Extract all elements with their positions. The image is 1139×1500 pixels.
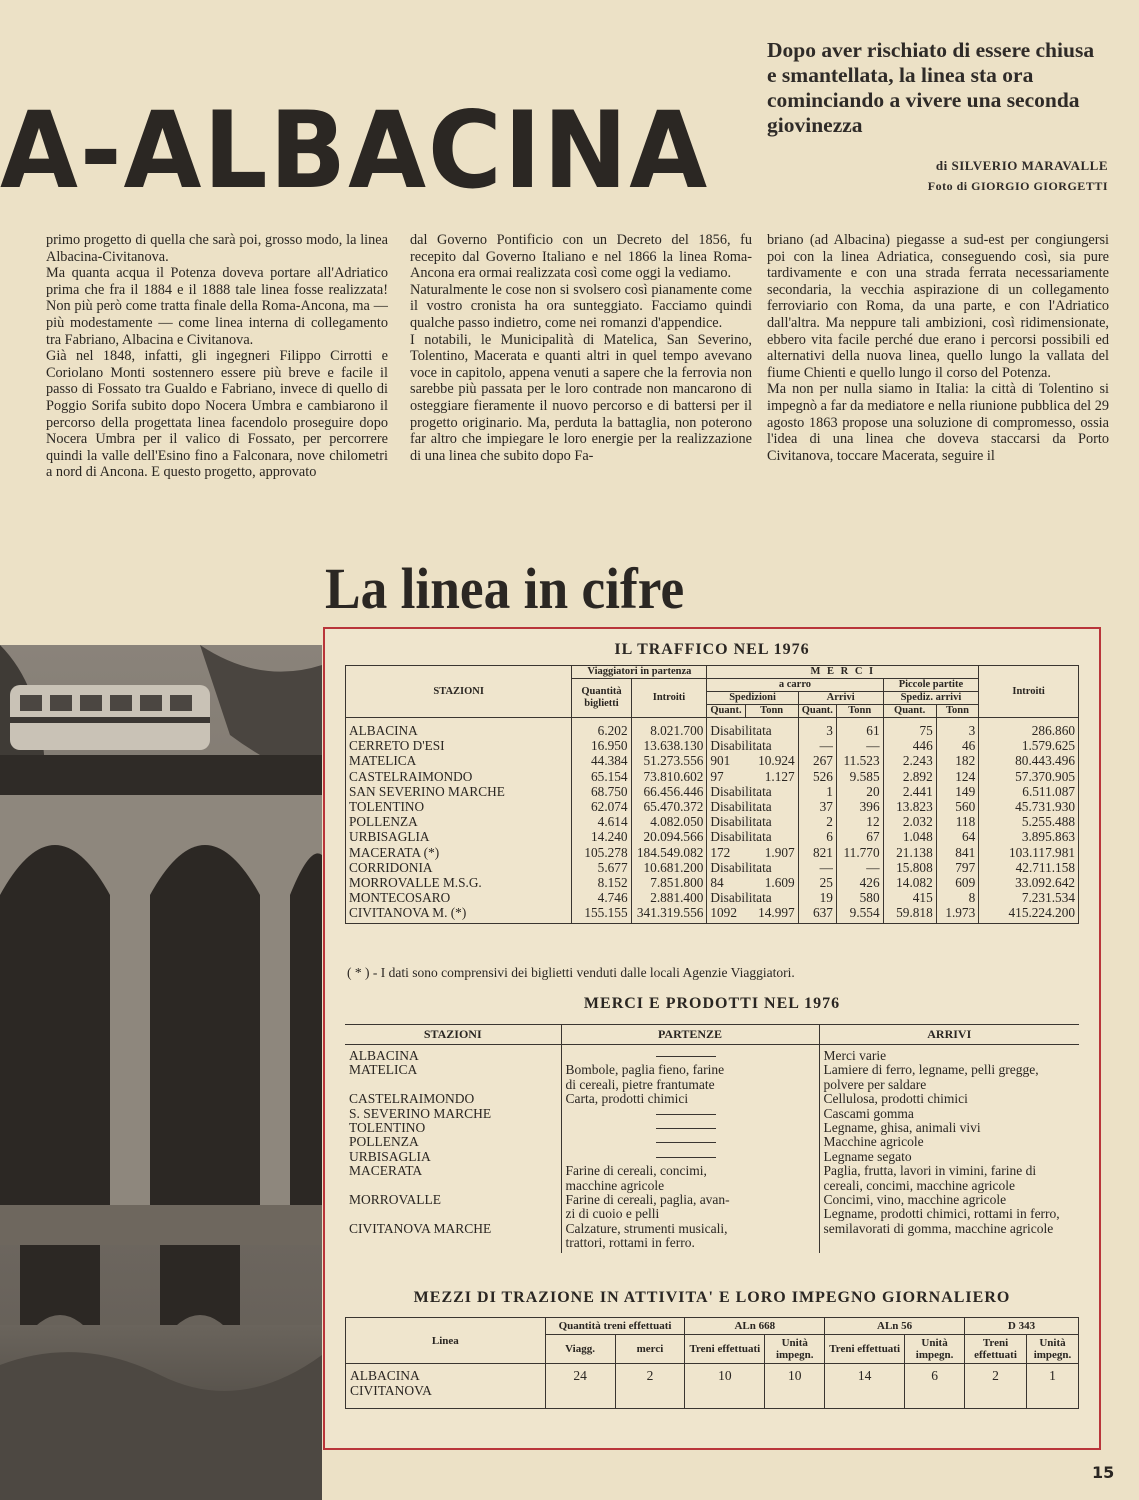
traffic-cell: 8.021.700 [631, 718, 707, 739]
article-column-2 [410, 232, 752, 550]
traffic-cell: 14.997 [745, 905, 798, 923]
traffic-cell: 65.470.372 [631, 799, 707, 814]
traffic-footnote: ( * ) - I dati sono comprensivi dei biglietti venduti dalle locali Agenzie Viaggiatori. [347, 965, 795, 980]
goods-arrivi-item: Cellulosa, prodotti chimici [823, 1091, 968, 1107]
traffic-cell: 2.032 [883, 814, 936, 829]
goods-partenze-item: macchine agricole [565, 1177, 665, 1193]
goods-partenze-item: Bombole, paglia fieno, farine [565, 1062, 725, 1078]
traffic-cell: 341.319.556 [631, 905, 707, 923]
article-column-3 [767, 232, 1109, 550]
traffic-cell: 14.240 [572, 829, 631, 844]
traction-value: 10 [765, 1364, 825, 1409]
goods-arrivi-item: Paglia, frutta, lavori in vimini, farine di cereali, concimi, macchine agricole [823, 1163, 1037, 1193]
goods-arrivi-item: Legname, ghisa, animali vivi [823, 1120, 981, 1136]
traffic-cell: 33.092.642 [979, 875, 1079, 890]
traffic-cell: 8 [936, 890, 979, 905]
traffic-row [346, 829, 1079, 844]
traction-header-aln668: ALn 668 [685, 1318, 825, 1335]
goods-station-name: CASTELRAIMONDO [349, 1091, 475, 1107]
header-piccole-partite: Piccole partite [883, 679, 979, 692]
traffic-cell: — [836, 738, 883, 753]
traction-heading: MEZZI DI TRAZIONE IN ATTIVITA' E LORO IMPEGNO GIORNALIERO [413, 1289, 1011, 1306]
traffic-row [346, 799, 1079, 814]
traffic-cell: 446 [883, 738, 936, 753]
traction-value: 2 [965, 1364, 1027, 1409]
traffic-cell: 396 [836, 799, 883, 814]
byline-photo: Foto di GIORGIO GIORGETTI [927, 179, 1108, 193]
goods-partenze-item: Carta, prodotti chimici [565, 1091, 689, 1107]
traction-value: 10 [685, 1364, 765, 1409]
traffic-cell: 5.255.488 [979, 814, 1079, 829]
traffic-cell: 25 [798, 875, 836, 890]
traction-value: 2 [615, 1364, 685, 1409]
traction-line-name-2: CIVITANOVA [350, 1383, 432, 1398]
traffic-cell: 149 [936, 784, 979, 799]
traction-header-treni: Treni effettuati [965, 1335, 1027, 1364]
traffic-row [346, 845, 1079, 860]
traffic-cell: Disabilitata [707, 718, 798, 739]
traffic-cell: 75 [883, 718, 936, 739]
goods-stations-column [345, 1045, 561, 1253]
goods-station-name: MORROVALLE [349, 1192, 442, 1208]
traffic-cell: 61 [836, 718, 883, 739]
traffic-cell: 637 [798, 905, 836, 923]
traffic-cell: 45.731.930 [979, 799, 1079, 814]
traffic-cell: 2 [798, 814, 836, 829]
traffic-cell: 19 [798, 890, 836, 905]
traffic-station-name: URBISAGLIA [346, 829, 572, 844]
traffic-cell: 426 [836, 875, 883, 890]
traffic-cell: 3 [798, 718, 836, 739]
traffic-cell: 1.127 [745, 769, 798, 784]
article-column-1 [46, 232, 388, 550]
traffic-cell: 4.614 [572, 814, 631, 829]
traffic-cell: 13.823 [883, 799, 936, 814]
traffic-station-name: TOLENTINO [346, 799, 572, 814]
traffic-cell: 4.082.050 [631, 814, 707, 829]
traffic-cell: Disabilitata [707, 890, 798, 905]
header-introiti: Introiti [631, 679, 707, 718]
traffic-cell: 10.924 [745, 753, 798, 768]
traffic-cell: 124 [936, 769, 979, 784]
traction-line-name [346, 1364, 546, 1409]
traffic-station-name: CORRIDONIA [346, 860, 572, 875]
traction-line-name-1: ALBACINA [350, 1368, 420, 1383]
traction-header-viagg: Viagg. [545, 1335, 615, 1364]
statistics-panel [323, 627, 1101, 1450]
traffic-cell: 57.370.905 [979, 769, 1079, 784]
traffic-cell: 172 [707, 845, 745, 860]
section-title: La linea in cifre [325, 556, 685, 621]
goods-arrivi-item: Legname segato [823, 1148, 912, 1164]
goods-header-partenze: PARTENZE [561, 1025, 819, 1045]
traffic-cell: — [836, 860, 883, 875]
traffic-cell: 13.638.130 [631, 738, 707, 753]
traffic-cell: 68.750 [572, 784, 631, 799]
goods-partenze-item: Calzature, strumenti musicali, [565, 1220, 728, 1236]
paragraph: briano (ad Albacina) piegasse a sud-est per congiungersi poi con la linea Adriatica, conseguendo così, sia pure tardivamente e con una strada ferrata necessariamente secondaria, la vecchia aspirazione di un collegamento ferroviario con Roma, da una parte, e con l'Adriatico dall'altra. Ma neppure tali ambizioni, così ridimensionate, ebbero vita facile perché due erano i percorsi possibili ed alternativi della nuova linea, quello lungo la vallata del fiume Chienti e quello lungo il corso del Potenza. [767, 232, 1109, 381]
paragraph: Ma quanta acqua il Potenza doveva portare all'Adriatico prima che fra il 1884 e il 1888 tale linea fosse realizzata! Non più però come tratta finale della Roma-Ancona, ma — più modestamente — come linea interna di collegamento tra Fabriano, Albacina e Civitanova. [46, 265, 388, 348]
traffic-cell: 2.243 [883, 753, 936, 768]
traffic-cell: 182 [936, 753, 979, 768]
traffic-cell: 3.895.863 [979, 829, 1079, 844]
traffic-cell: Disabilitata [707, 784, 798, 799]
traction-value: 24 [545, 1364, 615, 1409]
traffic-row [346, 769, 1079, 784]
traffic-cell: 15.808 [883, 860, 936, 875]
traffic-cell: 5.677 [572, 860, 631, 875]
goods-partenze-item: Farine di cereali, paglia, avan- [565, 1191, 730, 1207]
traffic-heading: IL TRAFFICO NEL 1976 [614, 641, 810, 658]
traffic-cell: 4.746 [572, 890, 631, 905]
traffic-station-name: CASTELRAIMONDO [346, 769, 572, 784]
traction-value: 6 [905, 1364, 965, 1409]
traffic-cell: Disabilitata [707, 814, 798, 829]
traction-value: 14 [825, 1364, 905, 1409]
traffic-cell: 73.810.602 [631, 769, 707, 784]
traffic-cell: 42.711.158 [979, 860, 1079, 875]
header-a-carro: a carro [707, 679, 883, 692]
paragraph: Naturalmente le cose non si svolsero così pianamente come il vostro cronista ha ora sunteggiato. Facciamo quindi qualche passo indietro, come nei romanzi d'appendice. [410, 281, 752, 331]
traffic-cell: Disabilitata [707, 738, 798, 753]
traffic-cell: 11.523 [836, 753, 883, 768]
traffic-cell: 1.907 [745, 845, 798, 860]
traffic-station-name: MONTECOSARO [346, 890, 572, 905]
traffic-cell: 118 [936, 814, 979, 829]
header-arrivi: Arrivi [798, 692, 883, 705]
paragraph: primo progetto di quella che sarà poi, grosso modo, la linea Albacina-Civitanova. [46, 232, 388, 265]
traction-header-aln56: ALn 56 [825, 1318, 965, 1335]
traffic-cell: 1092 [707, 905, 745, 923]
goods-partenze-item: zi di cuoio e pelli [565, 1206, 660, 1222]
goods-station-name [349, 1207, 557, 1221]
traction-header-quantita: Quantità treni effettuati [545, 1318, 685, 1335]
goods-header-stazioni: STAZIONI [345, 1025, 561, 1045]
traffic-cell: 580 [836, 890, 883, 905]
traffic-cell: 286.860 [979, 718, 1079, 739]
traffic-cell: 12 [836, 814, 883, 829]
goods-arrivi-item: Legname, prodotti chimici, rottami in ferro, semilavorati di gomma, macchine agricole [823, 1206, 1060, 1236]
viaduct-train-photo [0, 645, 322, 1500]
traffic-row [346, 905, 1079, 923]
traction-header-d343: D 343 [965, 1318, 1079, 1335]
traffic-cell: 1.973 [936, 905, 979, 923]
goods-arrivi-item: Merci varie [823, 1048, 887, 1063]
traffic-cell: 62.074 [572, 799, 631, 814]
goods-partenze-empty [656, 1135, 716, 1149]
header-spedizioni: Spedizioni [707, 692, 798, 705]
traffic-cell: 267 [798, 753, 836, 768]
goods-partenze-item: trattori, rottami in ferro. [565, 1235, 695, 1251]
goods-partenze-empty [656, 1150, 716, 1164]
traffic-station-name: CIVITANOVA M. (*) [346, 905, 572, 923]
traffic-cell: 1.579.625 [979, 738, 1079, 753]
traffic-cell: Disabilitata [707, 799, 798, 814]
traffic-station-name: ALBACINA [346, 718, 572, 739]
traffic-cell: 10.681.200 [631, 860, 707, 875]
traffic-row [346, 860, 1079, 875]
traffic-cell: 2.881.400 [631, 890, 707, 905]
traffic-cell: 821 [798, 845, 836, 860]
traffic-row [346, 875, 1079, 890]
traffic-cell: 46 [936, 738, 979, 753]
traffic-cell: 16.950 [572, 738, 631, 753]
header-quant: Quant. [883, 705, 936, 718]
traffic-cell: 1.609 [745, 875, 798, 890]
traffic-cell: 9.554 [836, 905, 883, 923]
traffic-cell: 560 [936, 799, 979, 814]
traction-header-unita: Unità impegn. [765, 1335, 825, 1364]
traffic-cell: Disabilitata [707, 829, 798, 844]
traffic-cell: 901 [707, 753, 745, 768]
traffic-cell: Disabilitata [707, 860, 798, 875]
header-viaggiatori: Viaggiatori in partenza [572, 666, 707, 679]
traffic-cell: 415.224.200 [979, 905, 1079, 923]
traffic-cell: 3 [936, 718, 979, 739]
goods-partenze-empty [656, 1107, 716, 1121]
traffic-cell: 84 [707, 875, 745, 890]
goods-arrivi-item: Concimi, vino, macchine agricole [823, 1192, 1007, 1208]
traffic-cell: 37 [798, 799, 836, 814]
goods-arrivi-item: Lamiere di ferro, legname, pelli gregge, polvere per saldare [823, 1062, 1039, 1092]
paragraph: Già nel 1848, infatti, gli ingegneri Filippo Cirrotti e Coriolano Monti sostennero essere più breve e facile il passo di Fossato tra Gualdo e Fabriano, invece di quello di Poggio Sorifa subito dopo Nocera Umbra e cambiarono il percorso della progettata linea facendolo proseguire dopo Nocera Umbra per il valico di Fossato, per percorrere quindi la valle dell'Esino fino a Falconara, nove chilometri a nord di Ancona. E questo progetto, approvato [46, 348, 388, 481]
goods-arrivi-item: Cascami gomma [823, 1105, 914, 1121]
traffic-cell: 59.818 [883, 905, 936, 923]
traffic-cell: 526 [798, 769, 836, 784]
traffic-row [346, 890, 1079, 905]
traffic-cell: 51.273.556 [631, 753, 707, 768]
traction-value: 1 [1026, 1364, 1078, 1409]
traffic-station-name: CERRETO D'ESI [346, 738, 572, 753]
traffic-row [346, 753, 1079, 768]
goods-partenze-item: di cereali, pietre frantumate [565, 1076, 715, 1092]
traffic-cell: 8.152 [572, 875, 631, 890]
goods-table [345, 1024, 1079, 1253]
traffic-cell: 64 [936, 829, 979, 844]
header-spediz-arrivi: Spediz. arrivi [883, 692, 979, 705]
traffic-cell: 1 [798, 784, 836, 799]
traffic-cell: — [798, 860, 836, 875]
header-tonn: Tonn [936, 705, 979, 718]
goods-heading: MERCI E PRODOTTI NEL 1976 [583, 995, 841, 1012]
header-tonn: Tonn [836, 705, 883, 718]
traffic-cell: 9.585 [836, 769, 883, 784]
traffic-cell: 103.117.981 [979, 845, 1079, 860]
traffic-cell: 6 [798, 829, 836, 844]
article-subtitle: Dopo aver rischiato di essere chiusa e smantellata, la linea sta ora cominciando a vivere una seconda giovinezza [767, 38, 1095, 137]
traffic-cell: 65.154 [572, 769, 631, 784]
traffic-table [345, 665, 1079, 924]
traffic-cell: 7.231.534 [979, 890, 1079, 905]
traction-header-linea: Linea [346, 1318, 546, 1364]
goods-partenze-item: Farine di cereali, concimi, [565, 1163, 707, 1179]
header-quant: Quant. [707, 705, 745, 718]
traffic-cell: 841 [936, 845, 979, 860]
traction-table [345, 1317, 1079, 1409]
traffic-cell: 7.851.800 [631, 875, 707, 890]
goods-header-arrivi: ARRIVI [819, 1025, 1079, 1045]
traffic-cell: 66.456.446 [631, 784, 707, 799]
traction-header-merci: merci [615, 1335, 685, 1364]
page-number: 15 [1092, 1463, 1115, 1482]
traffic-cell: 67 [836, 829, 883, 844]
goods-station-name [349, 1179, 557, 1193]
traffic-cell: 44.384 [572, 753, 631, 768]
goods-station-name: MATELICA [349, 1062, 418, 1078]
goods-station-name: POLLENZA [349, 1134, 419, 1150]
traffic-row [346, 784, 1079, 799]
traffic-cell: 80.443.496 [979, 753, 1079, 768]
traffic-cell: 797 [936, 860, 979, 875]
traffic-cell: 14.082 [883, 875, 936, 890]
traffic-station-name: MATELICA [346, 753, 572, 768]
goods-partenze-empty [656, 1121, 716, 1135]
byline-author: di SILVERIO MARAVALLE [935, 158, 1108, 173]
goods-partenze-column [561, 1045, 819, 1253]
traffic-station-name: MORROVALLE M.S.G. [346, 875, 572, 890]
goods-station-name: TOLENTINO [349, 1120, 426, 1136]
goods-station-name: ALBACINA [349, 1048, 419, 1063]
traction-header-unita: Unità impegn. [905, 1335, 965, 1364]
traffic-cell: 2.441 [883, 784, 936, 799]
paragraph: dal Governo Pontificio con un Decreto del 1856, fu recepito dal Governo Italiano e nel 1866 la linea Roma-Ancona era ormai realizzata così come oggi la vediamo. [410, 232, 752, 282]
traffic-cell: 21.138 [883, 845, 936, 860]
traffic-cell: 20.094.566 [631, 829, 707, 844]
goods-station-name: S. SEVERINO MARCHE [349, 1105, 492, 1121]
goods-station-name: MACERATA [349, 1163, 423, 1179]
traction-header-treni: Treni effettuati [825, 1335, 905, 1364]
goods-station-name [349, 1078, 557, 1092]
paragraph: Ma non per nulla siamo in Italia: la città di Tolentino si impegnò a far da mediatore e nella riunione pubblica del 29 agosto 1863 propose una soluzione di compromesso, ossia l'idea di una linea che doveva staccarsi da Porto Civitanova, toccare Macerata, seguire il [767, 381, 1109, 464]
paragraph: I notabili, le Municipalità di Matelica, San Severino, Tolentino, Macerata e quanti altri in quel tempo avevano voce in capitolo, appena venuti a sapere che la ferrovia non sarebbe più passata per le loro contrade non mancarono di osteggiare fieramente il nuovo percorso e di battersi per il progetto originario. Ma, perduta la battaglia, non poterono far altro che impiegare le loro energie per la realizzazione di una linea che subito dopo Fa- [410, 331, 752, 464]
goods-station-name: CIVITANOVA MARCHE [349, 1220, 492, 1236]
header-quant: Quant. [798, 705, 836, 718]
traffic-row [346, 718, 1079, 739]
traffic-cell: 155.155 [572, 905, 631, 923]
header-stazioni: STAZIONI [346, 666, 572, 718]
goods-station-name: URBISAGLIA [349, 1148, 431, 1164]
traffic-cell: 20 [836, 784, 883, 799]
traffic-cell: 415 [883, 890, 936, 905]
traffic-station-name: MACERATA (*) [346, 845, 572, 860]
traffic-row [346, 814, 1079, 829]
traffic-row [346, 738, 1079, 753]
traffic-cell: 11.770 [836, 845, 883, 860]
traffic-table-body [346, 718, 1079, 924]
header-introiti-merci: Introiti [979, 666, 1079, 718]
traffic-cell: 1.048 [883, 829, 936, 844]
traffic-cell: 97 [707, 769, 745, 784]
traffic-cell: 6.511.087 [979, 784, 1079, 799]
goods-arrivi-item: Macchine agricole [823, 1134, 924, 1150]
traffic-station-name: POLLENZA [346, 814, 572, 829]
article-title: A-ALBACINA [0, 89, 710, 212]
traffic-cell: 609 [936, 875, 979, 890]
traffic-cell: 2.892 [883, 769, 936, 784]
header-quantita-biglietti: Quantità biglietti [572, 679, 631, 718]
traffic-cell: 6.202 [572, 718, 631, 739]
traction-header-treni: Treni effettuati [685, 1335, 765, 1364]
goods-arrivi-column [819, 1045, 1079, 1253]
byline [858, 156, 1108, 196]
traffic-cell: 105.278 [572, 845, 631, 860]
header-tonn: Tonn [745, 705, 798, 718]
header-merci: M E R C I [707, 666, 979, 679]
goods-partenze-empty [656, 1049, 716, 1063]
traffic-cell: — [798, 738, 836, 753]
traffic-station-name: SAN SEVERINO MARCHE [346, 784, 572, 799]
traction-header-unita: Unità impegn. [1026, 1335, 1078, 1364]
traffic-cell: 184.549.082 [631, 845, 707, 860]
